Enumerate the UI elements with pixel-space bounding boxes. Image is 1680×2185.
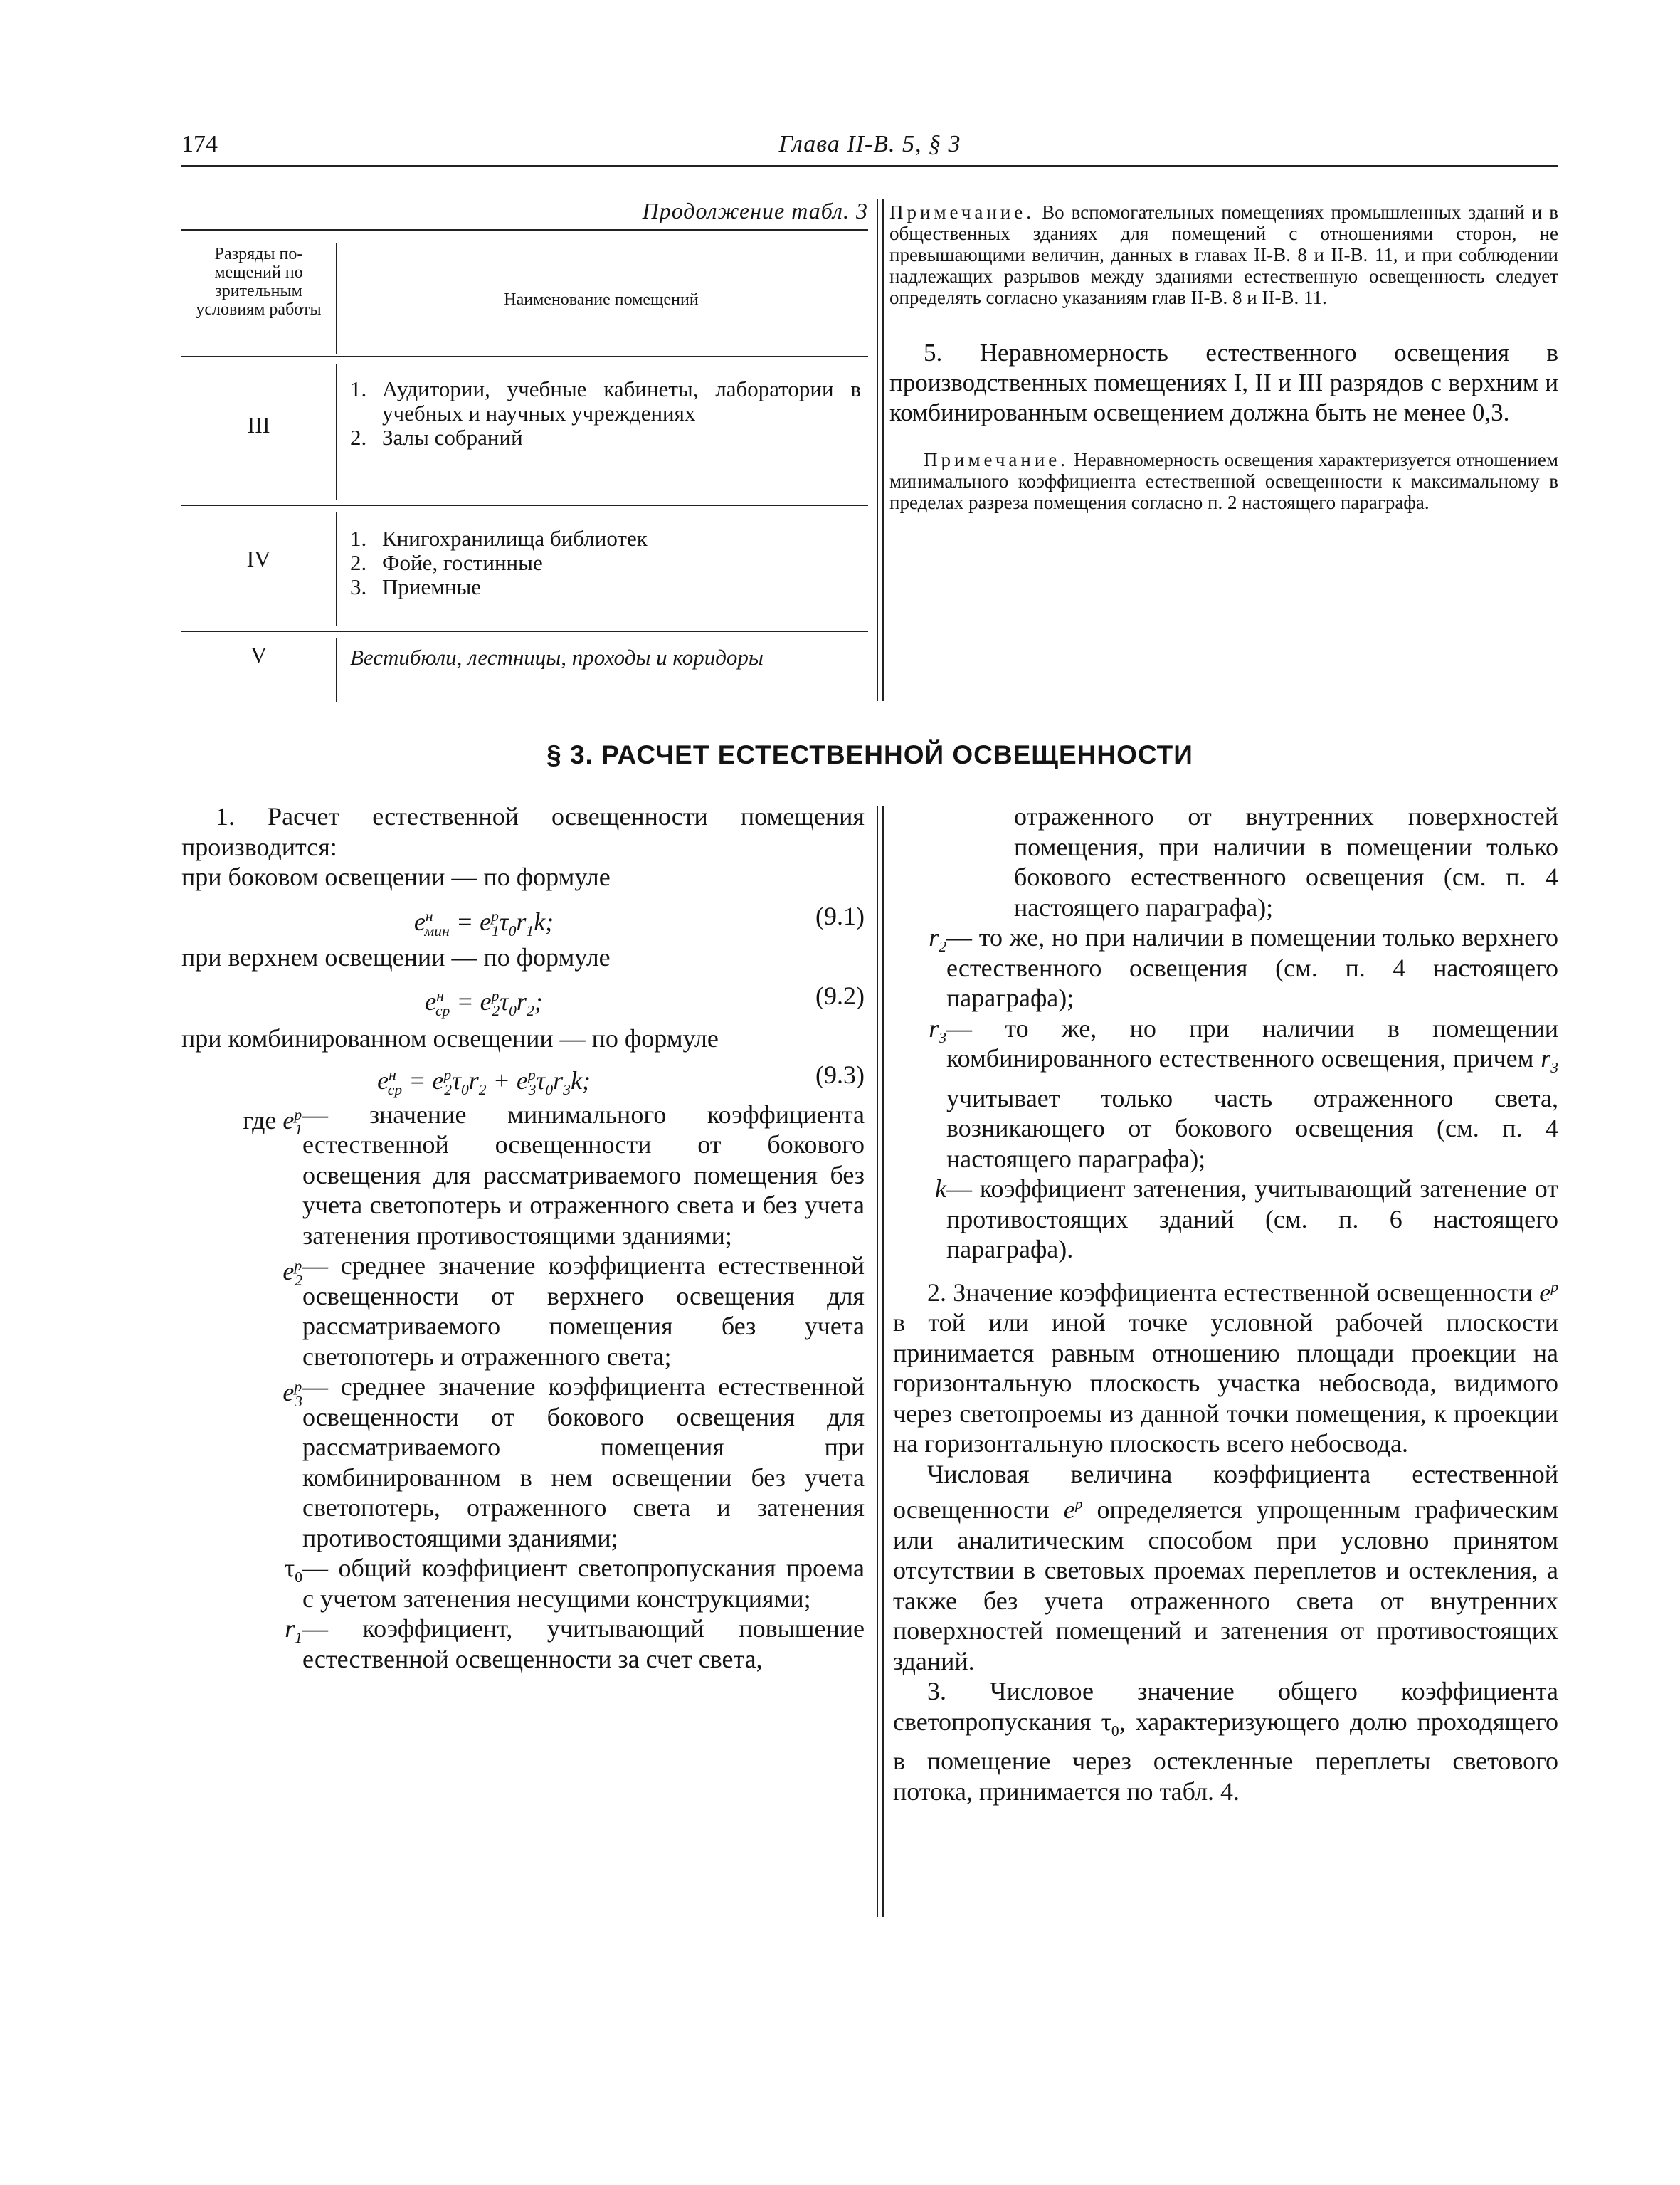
column-rule [877,199,878,701]
table-col1-header: Разряды по-мещений по зрительным условиям работы [196,245,322,319]
table-col2-header: Наименование помещений [504,290,699,309]
note-2: Примечание. Неравномерность освещения характеризуется отношением минимального коэффициента естественной освещенности к максимальному в пределах разреза помещения согласно п. 2 настоящего параграфа. [889,449,1558,513]
definition-r3: $r_3$ — то же, но при наличии в помещении комбинированного естественного освещения, причем $r_3$ учитывает только часть отраженного света, возникающего от бокового освещения (см. п. 4 настоящего параграфа); [929,1013,1558,1173]
right-column [893,801,1558,1806]
paragraph-3: 3. Числовое значение общего коэффициента светопропускания $\tau_0$, характеризующего долю проходящего в помещение через остекленные переплеты светового потока, принимается по табл. 4. [893,1677,1558,1806]
table-row-category: IV [246,546,271,572]
paragraph-top-lighting: при верхнем освещении — по формуле [181,942,611,972]
definition-r1-continued: отраженного от внутренних поверхностей помещения, при наличии в помещении только бокового естественного освещения (см. п. 4 настоящего параграфа); [1014,802,1558,922]
paragraph-side-lighting: при боковом освещении — по формуле [181,863,611,891]
column-rule [882,806,884,1917]
definition-e2: $e^р_2$ — среднее значение коэффициента естественной освещенности от верхнего освещения для рассматриваемого помещения без учета светопотерь и отраженного света; [282,1251,865,1371]
paragraph-2: 2. Значение коэффициента естественной освещенности $e^р$ в той или иной точке условной рабочей плоскости принимается равным отношению площади проекции на горизонтальную плоскость участка небосвода, видимого через светопроемы из данной точки помещения, к проекции на горизонтальную плоскость всего небосвода. [893,1278,1558,1458]
item-5: 5. Неравномерность естественного освещения в производственных помещениях I, II и III разрядов с верхним и комбинированным освещением должна быть не менее 0,3. [889,339,1558,426]
definition-tau0: $\tau_0$ — общий коэффициент светопропускания проема с учетом затенения несущими конструкциями; [284,1554,865,1613]
formula-9-3: $e^н_{ср} = e^р_2\tau_0r_2 + e^р_3\tau_0r_3k$; (9.3) [377,1060,865,1098]
list-item: 2. Залы собраний [350,425,523,450]
running-title: Глава II-В. 5, § 3 [778,131,961,157]
section-title: § 3. РАСЧЕТ ЕСТЕСТВЕННОЙ ОСВЕЩЕННОСТИ [546,740,1193,769]
list-item: 3. Приемные [350,574,482,599]
column-rule [877,806,878,1917]
note-1: Примечание. Во вспомогательных помещениях промышленных зданий и в общественных зданиях для помещений с отношениями сторон, не превышающими величин, данных в главах II-В. 8 и II-В. 11, и при соблюдении надлежащих разрывов между зданиями естественную освещенность следует определять согласно указаниям глав II-В. 8 и II-В. 11. [889,201,1558,308]
table-row-category: V [250,642,268,668]
notes-block [889,201,1558,513]
list-item: 1. Аудитории, учебные кабинеты, лаборатории в учебных и научных учреждениях [350,377,861,426]
rooms-table [181,229,868,702]
formula-9-1: $e^н_{мин} = e^р_1\tau_0r_1k$; (9.1) [413,901,865,939]
table-continuation-caption: Продолжение табл. 3 [642,198,868,223]
paragraph-1: 1. Расчет естественной освещенности помещения производится: [181,802,865,861]
definition-k: k — коэффициент затенения, учитывающий затенение от противостоящих зданий (см. п. 6 настоящего параграфа). [935,1174,1558,1264]
table-row [342,527,861,599]
paragraph-combined-lighting: при комбинированном освещении — по формуле [181,1024,719,1053]
list-item: Вестибюли, лестницы, проходы и коридоры [350,645,764,670]
definition-r1: $r_1$ — коэффициент, учитывающий повышение естественной освещенности за счет света, [285,1614,865,1673]
left-column [181,801,865,1674]
formula-9-2: $e^н_{ср} = e^р_2\tau_0r_2$; (9.2) [425,981,865,1020]
table-row [342,377,861,450]
definition-r2: $r_2$ — то же, но при наличии в помещении только верхнего естественного освещения (см. п. 4 настоящего параграфа); [929,923,1558,1012]
definition-e3: $e^р_3$ — среднее значение коэффициента естественной освещенности от бокового освещения для рассматриваемого помещения при комбинированном в нем освещении без учета светопотерь, отраженного света и затенения противостоящими зданиями; [282,1372,865,1552]
page-number: 174 [181,131,218,157]
table-row-category: III [247,412,270,438]
paragraph-numeric-value: Числовая величина коэффициента естественной освещенности $e^р$ определяется упрощенным графическим или аналитическим способом при условно принятом отсутствии в световых проемах переплетов и остекления, а также без учета отраженного света от внутренних поверхностей помещений и затенения от противостоящих зданий. [893,1459,1559,1675]
formula-number: (9.3) [815,1060,865,1089]
list-item: 1. Книгохранилища библиотек [350,526,648,551]
definitions-list [181,1100,865,1675]
list-item: 2. Фойе, гостинные [350,550,543,575]
running-header [181,128,1558,167]
column-rule [882,199,884,701]
table-row [342,646,861,670]
formula-number: (9.1) [815,901,865,930]
formula-number: (9.2) [815,981,865,1010]
definition-e1: где $e^р_1$ — значение минимального коэффициента естественной освещенности от бокового освещения для рассматриваемого помещения без учета светопотерь и отраженного света и без учета затенения противостоящими зданиями; [243,1100,865,1250]
